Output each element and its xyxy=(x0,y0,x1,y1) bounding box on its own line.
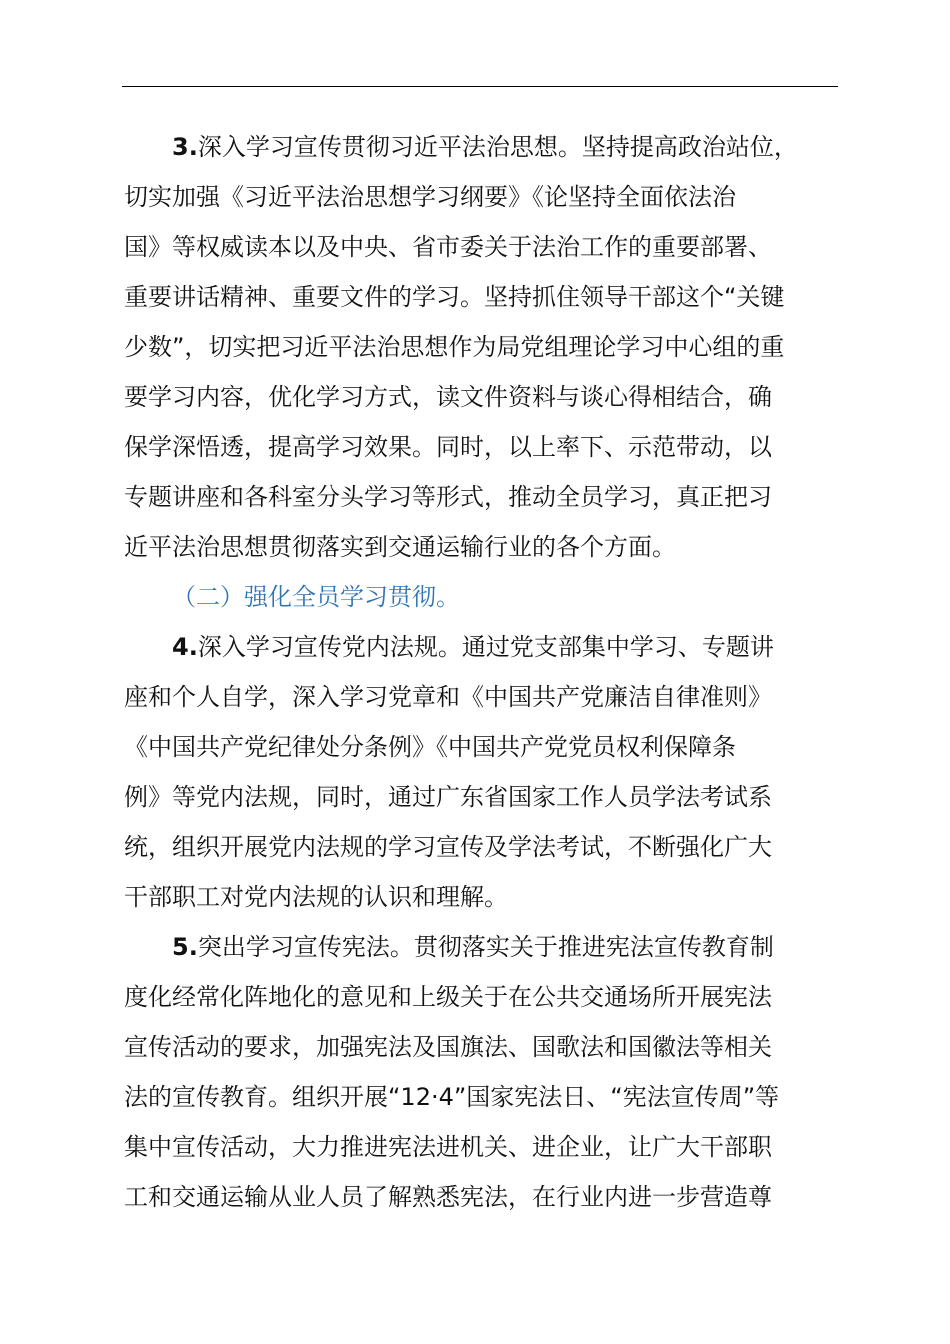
item-number: 5. xyxy=(172,933,198,961)
item-number: 3. xyxy=(172,133,198,161)
paragraph-line: 度化经常化阵地化的意见和上级关于在公共交通场所开展宪法 xyxy=(124,983,772,1011)
paragraph-line: 工和交通运输从业人员了解熟悉宪法，在行业内进一步营造尊 xyxy=(124,1183,772,1211)
section-heading: （二）强化全员学习贯彻。 xyxy=(172,583,460,611)
item-number: 4. xyxy=(172,633,198,661)
paragraph-line: 集中宣传活动，大力推进宪法进机关、进企业，让广大干部职 xyxy=(124,1133,772,1161)
line-text: 突出学习宣传宪法。贯彻落实关于推进宪法宣传教育制 xyxy=(197,933,774,961)
paragraph-4 xyxy=(124,622,840,922)
paragraph-line: 国》等权威读本以及中央、省市委关于法治工作的重要部署、 xyxy=(124,233,772,261)
paragraph-3 xyxy=(124,122,840,572)
paragraph-line xyxy=(124,922,840,972)
paragraph-5 xyxy=(124,922,840,1222)
paragraph-line: 法的宣传教育。组织开展“12·4”国家宪法日、“宪法宣传周”等 xyxy=(124,1083,780,1111)
paragraph-line: 少数”，切实把习近平法治思想作为局党组理论学习中心组的重 xyxy=(124,333,785,361)
paragraph-line: 干部职工对党内法规的认识和理解。 xyxy=(124,883,508,911)
document-body xyxy=(124,122,840,1222)
paragraph-line: 《中国共产党纪律处分条例》《中国共产党党员权利保障条 xyxy=(124,733,736,761)
paragraph-line: 专题讲座和各科室分头学习等形式，推动全员学习，真正把习 xyxy=(124,483,772,511)
line-text: 深入学习宣传党内法规。通过党支部集中学习、专题讲 xyxy=(197,633,774,661)
paragraph-line: 保学深悟透，提高学习效果。同时，以上率下、示范带动，以 xyxy=(124,433,772,461)
paragraph-line: 例》等党内法规，同时，通过广东省国家工作人员学法考试系 xyxy=(124,783,772,811)
line-text: 深入学习宣传贯彻习近平法治思想。坚持提高政治站位， xyxy=(197,133,798,161)
paragraph-line: 座和个人自学，深入学习党章和《中国共产党廉洁自律准则》 xyxy=(124,683,772,711)
paragraph-line: 要学习内容，优化学习方式，读文件资料与谈心得相结合，确 xyxy=(124,383,772,411)
paragraph-line: 近平法治思想贯彻落实到交通运输行业的各个方面。 xyxy=(124,533,676,561)
paragraph-line: 宣传活动的要求，加强宪法及国旗法、国歌法和国徽法等相关 xyxy=(124,1033,772,1061)
header-rule xyxy=(122,86,838,87)
paragraph-line xyxy=(124,122,840,172)
paragraph-line: 统，组织开展党内法规的学习宣传及学法考试，不断强化广大 xyxy=(124,833,772,861)
paragraph-line: 切实加强《习近平法治思想学习纲要》《论坚持全面依法治 xyxy=(124,183,736,211)
paragraph-line xyxy=(124,622,840,672)
paragraph-line: 重要讲话精神、重要文件的学习。坚持抓住领导干部这个“关键 xyxy=(124,283,785,311)
